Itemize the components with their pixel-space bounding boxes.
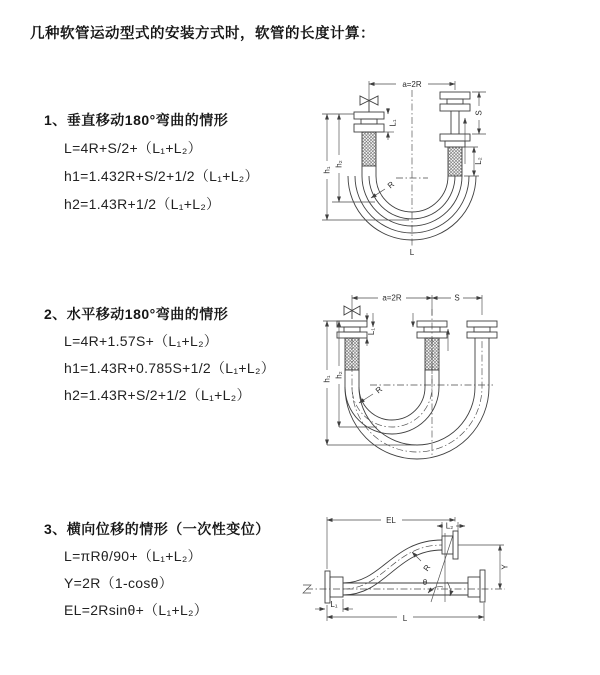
right-flange-original: [468, 570, 485, 602]
section-3-formula-2: Y=2R（1-cosθ）: [64, 575, 174, 591]
braided-hose-section: [362, 132, 376, 166]
dim-label-stroke: S: [474, 110, 484, 116]
diagram-lateral-offset: [300, 505, 555, 655]
braided-hose-section: [448, 147, 462, 176]
dim-label-y: Y: [500, 564, 510, 570]
section-3-formula-3: EL=2Rsinθ+（L₁+L₂）: [64, 602, 209, 618]
dim-label-length: L: [409, 248, 415, 257]
dim-label-length: L: [402, 614, 408, 623]
dim-label-radius: R: [373, 384, 385, 396]
dim-label-angle: θ: [422, 578, 428, 587]
dim-label-width: a=2R: [402, 80, 422, 89]
dim-label-radius: R: [421, 563, 433, 573]
section-1-formula-1: L=4R+S/2+（L₁+L₂）: [64, 140, 202, 156]
left-flange: [354, 112, 384, 166]
right-flange: [440, 92, 470, 176]
dim-label-stroke: S: [454, 293, 460, 303]
section-3-formula-1: L=πRθ/90+（L₁+L₂）: [64, 548, 202, 564]
dim-label-el: EL: [386, 516, 396, 525]
dim-label-l1: L₁: [388, 119, 398, 127]
angle-arc-arrow: [428, 587, 443, 593]
section-1-formula-3: h2=1.43R+1/2（L₁+L₂）: [64, 196, 221, 212]
dim-label-radius: R: [385, 179, 397, 191]
section-2-formula-3: h2=1.43R+S/2+1/2（L₁+L₂）: [64, 387, 251, 403]
diagram-horizontal-bend: [315, 287, 540, 462]
section-2-formula-1: L=4R+1.57S+（L₁+L₂）: [64, 333, 219, 349]
dim-label-l2: L₂: [445, 521, 454, 531]
dim-label-h2: h₂: [334, 371, 344, 379]
section-1-heading: 1、垂直移动180°弯曲的情形: [44, 112, 229, 128]
page-title: 几种软管运动型式的安装方式时，软管的长度计算：: [30, 26, 375, 42]
left-flange: [337, 321, 367, 370]
left-flange: [325, 571, 343, 603]
section-2-heading: 2、水平移动180°弯曲的情形: [44, 306, 229, 322]
dim-label-h1: h₁: [322, 166, 332, 174]
section-3-heading: 3、横向位移的情形（一次性变位）: [44, 521, 270, 537]
diagram-vertical-bend: [312, 68, 532, 258]
dim-label-h1: h₁: [322, 375, 332, 383]
dim-label-h2: h₂: [334, 160, 344, 168]
dim-label-l2: L₂: [474, 157, 483, 165]
right-flange: [467, 321, 497, 338]
dim-label-width: a=2R: [382, 293, 402, 303]
dim-label-l1: L₁: [330, 600, 338, 609]
section-1-formula-2: h1=1.432R+S/2+1/2（L₁+L₂）: [64, 168, 259, 184]
dim-label-l1: L₁: [367, 327, 376, 336]
section-2-formula-2: h1=1.43R+0.785S+1/2（L₁+L₂）: [64, 360, 275, 376]
